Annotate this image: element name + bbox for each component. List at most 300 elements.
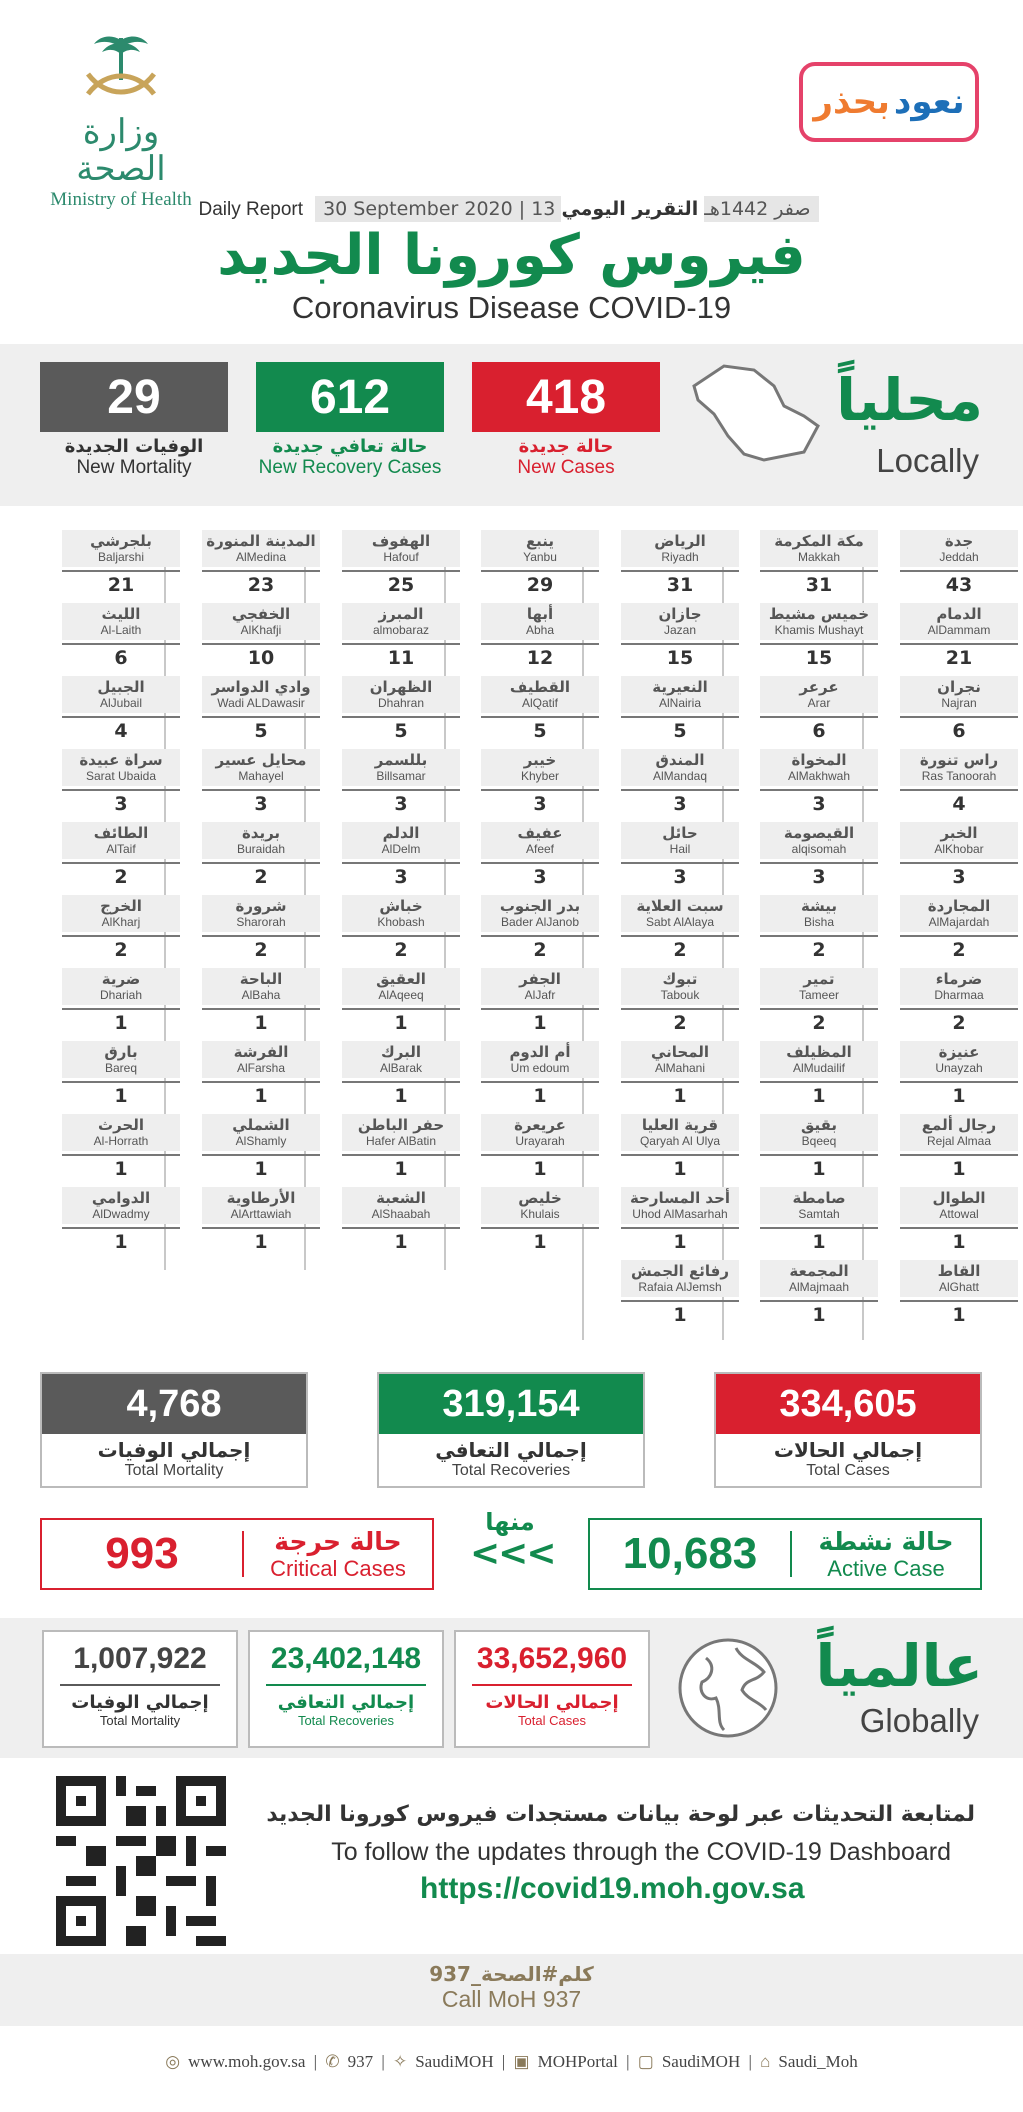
total-recoveries-box [377, 1372, 645, 1488]
city-name-en: Wadi ALDawasir [217, 696, 305, 710]
city-grid [32, 530, 999, 1340]
city-case-count: 3 [900, 862, 1018, 888]
city-name-en: AlKharj [101, 915, 141, 929]
city-name-ar: الدلم [382, 824, 420, 842]
campaign-word-1: بحذر [813, 82, 890, 122]
city-name-en: AlDwadmy [92, 1207, 150, 1221]
city-name-ar: المحاني [650, 1043, 710, 1061]
city-name-ar: الخفجي [231, 605, 291, 623]
city-name-ar: المندق [655, 751, 705, 769]
global-recoveries-box [248, 1630, 444, 1748]
city-name-ar: حفر الباطن [357, 1116, 445, 1134]
city-name [481, 603, 599, 640]
city-case-count: 3 [202, 789, 320, 815]
city-name [202, 1041, 320, 1078]
city-name-en: AlMudailif [792, 1061, 846, 1075]
total-mortality-box [40, 1372, 308, 1488]
city-name-ar: الشعبة [376, 1189, 426, 1207]
city-name-ar: المجاردة [927, 897, 991, 915]
city-name-en: Rejal Almaa [926, 1134, 992, 1148]
city-name-ar: جازان [658, 605, 702, 623]
city-name-ar: المبرز [378, 605, 424, 623]
total-mortality-en: Total Mortality [124, 1462, 224, 1479]
city-name-en: alqisomah [791, 842, 847, 856]
city-name-en: Jazan [663, 623, 697, 637]
city-name-en: AlMandaq [652, 769, 708, 783]
city-name-ar: خليص [518, 1189, 562, 1207]
city-name-en: Khobash [377, 915, 425, 929]
city-case-count: 29 [481, 570, 599, 596]
city-cell [621, 749, 739, 815]
city-cell [62, 1187, 180, 1253]
city-case-count: 2 [62, 935, 180, 961]
city-case-count: 1 [481, 1154, 599, 1180]
city-case-count: 1 [760, 1300, 878, 1326]
city-cell [481, 749, 599, 815]
city-name-ar: الجفر [519, 970, 561, 988]
campaign-word-2: نعود [893, 82, 965, 122]
city-name-en: AlJafr [524, 988, 556, 1002]
city-case-count: 4 [62, 716, 180, 742]
city-name-en: AlArttawiah [230, 1207, 292, 1221]
city-cell [760, 1260, 878, 1326]
city-name-en: Bqeeq [801, 1134, 837, 1148]
city-name [342, 1041, 460, 1078]
city-cell [900, 749, 1018, 815]
city-name-en: Khulais [520, 1207, 560, 1221]
city-case-count: 11 [342, 643, 460, 669]
city-name-ar: القطيف [509, 678, 571, 696]
city-cell [342, 1041, 460, 1107]
city-cell [900, 1114, 1018, 1180]
city-case-count: 5 [202, 716, 320, 742]
city-name-ar: قرية العليا [641, 1116, 719, 1134]
city-cell [202, 749, 320, 815]
city-name-en: Bareq [104, 1061, 138, 1075]
city-case-count: 5 [342, 716, 460, 742]
city-name [62, 1114, 180, 1151]
city-name-ar: بيشة [800, 897, 838, 915]
city-case-count: 2 [621, 935, 739, 961]
city-cell [202, 1041, 320, 1107]
city-name-en: AlTaif [106, 842, 136, 856]
critical-cases-label [244, 1527, 432, 1582]
city-name-ar: محايل عسير [215, 751, 307, 769]
city-name-en: Riyadh [661, 550, 699, 564]
city-name-en: Dhahran [377, 696, 425, 710]
city-name [342, 895, 460, 932]
city-cell [342, 1187, 460, 1253]
city-name [202, 895, 320, 932]
city-case-count: 1 [760, 1227, 878, 1253]
city-cell [760, 895, 878, 961]
city-name-en: Afeef [525, 842, 555, 856]
city-name-ar: العقيق [376, 970, 426, 988]
city-cell [900, 968, 1018, 1034]
city-name-en: Sarat Ubaida [85, 769, 157, 783]
city-cell [760, 1041, 878, 1107]
city-name-ar: الطوال [932, 1189, 986, 1207]
city-name [760, 822, 878, 859]
city-cell [900, 895, 1018, 961]
campaign-logo [799, 62, 979, 142]
city-case-count: 5 [481, 716, 599, 742]
city-name-en: Uhod AlMasarhah [632, 1207, 728, 1221]
city-name-en: Buraidah [236, 842, 286, 856]
city-name-ar: عريعرة [514, 1116, 566, 1134]
city-name-ar: القاط [937, 1262, 981, 1280]
footer-portal[interactable]: MOHPortal [537, 2052, 618, 2071]
city-name [481, 749, 599, 786]
active-cases-en: Active Case [827, 1555, 945, 1581]
city-name [481, 968, 599, 1005]
city-cell [342, 749, 460, 815]
city-cell [621, 822, 739, 888]
city-name [342, 676, 460, 713]
city-name [481, 1187, 599, 1224]
global-cases-value: 33,652,960 [476, 1642, 628, 1675]
report-date-line [0, 198, 1023, 221]
city-cell [481, 676, 599, 742]
city-name [900, 822, 1018, 859]
city-cell [900, 1041, 1018, 1107]
city-name-ar: المخواة [791, 751, 847, 769]
moh-name-en: Ministry of Health [50, 188, 192, 210]
footer-instagram[interactable]: SaudiMOH [661, 2052, 741, 2071]
city-name-ar: خباش [379, 897, 423, 915]
city-case-count: 1 [62, 1227, 180, 1253]
new-cases-label [456, 436, 676, 479]
globe-icon [676, 1636, 780, 1740]
total-cases-value: 334,605 [716, 1374, 980, 1434]
city-cell [62, 1041, 180, 1107]
global-mortality-line [60, 1684, 220, 1686]
city-case-count: 1 [202, 1154, 320, 1180]
city-name [760, 1260, 878, 1297]
city-name [900, 968, 1018, 1005]
city-name-en: Baljarshi [97, 550, 145, 564]
city-name-en: Attowal [939, 1207, 979, 1221]
city-name-en: Unayzah [935, 1061, 983, 1075]
city-case-count: 1 [621, 1300, 739, 1326]
city-case-count: 1 [900, 1300, 1018, 1326]
city-name-ar: صامطة [792, 1189, 846, 1207]
city-name [202, 530, 320, 567]
city-cell [621, 530, 739, 596]
qr-code-icon [56, 1776, 226, 1946]
arrows-icon: <<< [470, 1533, 555, 1574]
footer-twitter[interactable]: SaudiMOH [415, 2052, 494, 2071]
city-name [62, 968, 180, 1005]
city-name-ar: عرعر [799, 678, 839, 696]
call-hashtag: كلم#الصحة_937 [429, 1962, 594, 1986]
city-case-count: 3 [621, 862, 739, 888]
city-name-ar: بلجرشي [90, 532, 152, 550]
city-name-en: Hail [669, 842, 691, 856]
city-case-count: 1 [202, 1227, 320, 1253]
city-name-ar: بريدة [241, 824, 281, 842]
critical-cases-value: 993 [105, 1529, 179, 1578]
city-case-count: 2 [621, 1008, 739, 1034]
city-name-en: AlBaha [241, 988, 281, 1002]
total-recoveries-en: Total Recoveries [451, 1462, 571, 1479]
city-name-ar: الباحة [239, 970, 283, 988]
city-cell [62, 895, 180, 961]
city-cell [202, 603, 320, 669]
city-name-ar: الهفوف [371, 532, 431, 550]
city-cell [481, 1041, 599, 1107]
city-case-count: 23 [202, 570, 320, 596]
city-cell [900, 822, 1018, 888]
city-case-count: 2 [760, 935, 878, 961]
city-name [342, 749, 460, 786]
city-cell [900, 1260, 1018, 1326]
title-ar: فيروس كورونا الجديد [217, 223, 806, 288]
city-cell [481, 822, 599, 888]
city-name-ar: النعيرية [652, 678, 708, 696]
city-name [342, 530, 460, 567]
city-case-count: 2 [900, 1008, 1018, 1034]
city-cell [760, 676, 878, 742]
total-mortality-ar: إجمالي الوفيات [97, 1438, 251, 1462]
city-cell [202, 1187, 320, 1253]
locally-heading-ar: محلياً [836, 366, 983, 434]
city-name [481, 822, 599, 859]
city-name-ar: أحد المسارحة [629, 1189, 731, 1207]
palm-swords-icon [76, 30, 166, 110]
new-recoveries-value: 612 [256, 362, 444, 432]
city-cell [621, 603, 739, 669]
city-name [481, 1041, 599, 1078]
city-name-en: Arar [807, 696, 831, 710]
city-name [62, 895, 180, 932]
city-name-en: AlJubail [99, 696, 143, 710]
city-case-count: 3 [621, 789, 739, 815]
city-name-ar: خيبر [523, 751, 557, 769]
city-name [202, 603, 320, 640]
city-case-count: 1 [481, 1227, 599, 1253]
total-cases-box [714, 1372, 982, 1488]
city-name-ar: الليث [101, 605, 141, 623]
city-name-en: AlDelm [381, 842, 421, 856]
city-case-count: 10 [202, 643, 320, 669]
city-name-en: AlQatif [521, 696, 558, 710]
header [0, 0, 1023, 340]
city-case-count: 1 [62, 1081, 180, 1107]
city-name [760, 895, 878, 932]
city-name-en: Khyber [520, 769, 560, 783]
city-case-count: 1 [760, 1081, 878, 1107]
city-name-en: AlNairia [658, 696, 701, 710]
city-name-en: Al-Laith [100, 623, 142, 637]
city-cell [62, 968, 180, 1034]
city-case-count: 3 [342, 789, 460, 815]
city-cell [481, 603, 599, 669]
total-mortality-value: 4,768 [42, 1374, 306, 1434]
city-name-ar: الفرشة [233, 1043, 289, 1061]
city-name [900, 1114, 1018, 1151]
daily-report-label-en: Daily Report [198, 199, 304, 220]
critical-cases-box [40, 1518, 434, 1590]
city-name [202, 676, 320, 713]
daily-report-label-ar: التقرير اليومي [561, 198, 699, 220]
city-case-count: 6 [62, 643, 180, 669]
city-name [342, 1187, 460, 1224]
city-name-ar: الدوامي [91, 1189, 151, 1207]
title-en: Coronavirus Disease COVID-19 [291, 290, 732, 325]
city-case-count: 1 [342, 1008, 460, 1034]
city-name [342, 822, 460, 859]
city-case-count: 15 [760, 643, 878, 669]
city-name-ar: الظهران [369, 678, 433, 696]
city-name-en: Ras Tanoorah [921, 769, 997, 783]
portal-icon: ▣ [513, 2052, 530, 2071]
active-cases-ar: حالة نشطة [818, 1526, 954, 1556]
city-name [900, 676, 1018, 713]
city-name-en: Abha [525, 623, 555, 637]
city-name [760, 676, 878, 713]
city-name-en: Um edoum [510, 1061, 570, 1075]
city-name [621, 822, 739, 859]
city-cell [900, 603, 1018, 669]
city-name-en: Billsamar [376, 769, 426, 783]
city-cell [342, 895, 460, 961]
city-name-ar: بللسمر [374, 751, 428, 769]
city-name-ar: نجران [937, 678, 981, 696]
city-name-en: AlDammam [927, 623, 991, 637]
city-name [900, 1260, 1018, 1297]
globally-heading-ar: عالمياً [815, 1632, 983, 1700]
hijri-date: 13 صفر 1442هـ [531, 198, 811, 220]
city-name [760, 1187, 878, 1224]
critical-cases-ar: حالة حرجة [274, 1526, 402, 1556]
city-name [621, 749, 739, 786]
city-name [900, 1041, 1018, 1078]
moh-name-ar: وزارة الصحة [76, 112, 166, 190]
city-cell [900, 530, 1018, 596]
city-name-ar: سبت العلاية [636, 897, 724, 915]
city-cell [760, 1187, 878, 1253]
city-name [621, 530, 739, 567]
global-mortality-box [42, 1630, 238, 1748]
dashboard-link[interactable]: https://covid19.moh.gov.sa [420, 1872, 805, 1905]
city-name-ar: المظيلف [786, 1043, 852, 1061]
footer-snapchat[interactable]: Saudi_Moh [778, 2052, 858, 2071]
footer-website[interactable]: www.moh.gov.sa [188, 2052, 306, 2071]
city-case-count: 3 [481, 789, 599, 815]
city-name-en: Sharorah [236, 915, 286, 929]
call-moh-937[interactable]: Call MoH 937 [441, 1986, 582, 2012]
footer-phone[interactable]: 937 [347, 2052, 374, 2071]
locally-heading-en: Locally [876, 442, 979, 479]
city-case-count: 2 [760, 1008, 878, 1034]
city-cell [760, 530, 878, 596]
twitter-icon: ✧ [392, 2052, 408, 2071]
city-name-ar: بارق [104, 1043, 138, 1061]
global-mortality-value: 1,007,922 [73, 1642, 207, 1675]
city-name-ar: وادي الدواسر [211, 678, 311, 696]
city-name [621, 1114, 739, 1151]
of-which-label: منها [485, 1508, 535, 1536]
city-name-en: AlMakhwah [787, 769, 851, 783]
city-name [621, 1187, 739, 1224]
global-summary [0, 1618, 1023, 1758]
city-name [481, 676, 599, 713]
dashboard-text-ar: لمتابعة التحديثات عبر لوحة بيانات مستجدات فيروس كورونا الجديد [266, 1802, 975, 1827]
city-name [621, 895, 739, 932]
city-cell [481, 1187, 599, 1253]
city-name-ar: الخبر [940, 824, 978, 842]
city-name-en: Dhariah [99, 988, 143, 1002]
city-name-ar: بدر الجنوب [499, 897, 581, 915]
city-name [621, 968, 739, 1005]
city-name-ar: المدينة المنورة [206, 532, 316, 550]
city-case-count: 5 [621, 716, 739, 742]
total-cases-en: Total Cases [806, 1462, 890, 1479]
new-cases-en: New Cases [517, 457, 615, 478]
city-name-en: AlKhobar [934, 842, 984, 856]
city-name-en: Hafer AlBatin [365, 1134, 437, 1148]
instagram-icon: ▢ [637, 2052, 654, 2071]
city-case-count: 1 [62, 1154, 180, 1180]
city-case-count: 6 [900, 716, 1018, 742]
city-name [760, 1114, 878, 1151]
city-name-en: Tameer [798, 988, 839, 1002]
city-cell [62, 1114, 180, 1180]
city-name [202, 1114, 320, 1151]
city-cell [900, 676, 1018, 742]
city-name-en: AlGhatt [938, 1280, 980, 1294]
city-name-en: AlMajmaah [788, 1280, 850, 1294]
global-recoveries-en: Total Recoveries [297, 1713, 395, 1728]
city-name [481, 895, 599, 932]
city-name-en: AlBarak [379, 1061, 423, 1075]
active-cases-box [588, 1518, 982, 1590]
city-name-en: Rafaia AlJemsh [638, 1280, 722, 1294]
city-name-ar: عفيف [517, 824, 563, 842]
city-case-count: 1 [900, 1154, 1018, 1180]
city-cell [621, 676, 739, 742]
city-name [62, 822, 180, 859]
total-recoveries-ar: إجمالي التعافي [435, 1438, 587, 1462]
city-name-ar: ينبع [525, 532, 555, 550]
city-name-ar: تبوك [662, 970, 698, 988]
city-cell [621, 895, 739, 961]
city-cell [342, 1114, 460, 1180]
active-cases-label [792, 1527, 980, 1582]
city-name [900, 1187, 1018, 1224]
global-mortality-en: Total Mortality [99, 1713, 181, 1728]
city-name-en: AlMahani [654, 1061, 706, 1075]
critical-cases-en: Critical Cases [270, 1555, 406, 1581]
total-cases-ar: إجمالي الحالات [773, 1438, 923, 1462]
new-cases-ar: حالة جديدة [518, 436, 614, 457]
city-name-ar: راس تنورة [919, 751, 999, 769]
city-name [760, 1041, 878, 1078]
city-name [62, 1041, 180, 1078]
city-cell [621, 1041, 739, 1107]
city-name [202, 1187, 320, 1224]
globally-heading-en: Globally [859, 1702, 979, 1739]
city-cell [760, 968, 878, 1034]
city-name-ar: الأرطاوية [226, 1189, 296, 1207]
global-mortality-ar: إجمالي الوفيات [71, 1692, 209, 1713]
city-name [900, 603, 1018, 640]
global-cases-line [472, 1684, 632, 1686]
city-cell [900, 1187, 1018, 1253]
city-cell [202, 895, 320, 961]
city-case-count: 2 [202, 862, 320, 888]
